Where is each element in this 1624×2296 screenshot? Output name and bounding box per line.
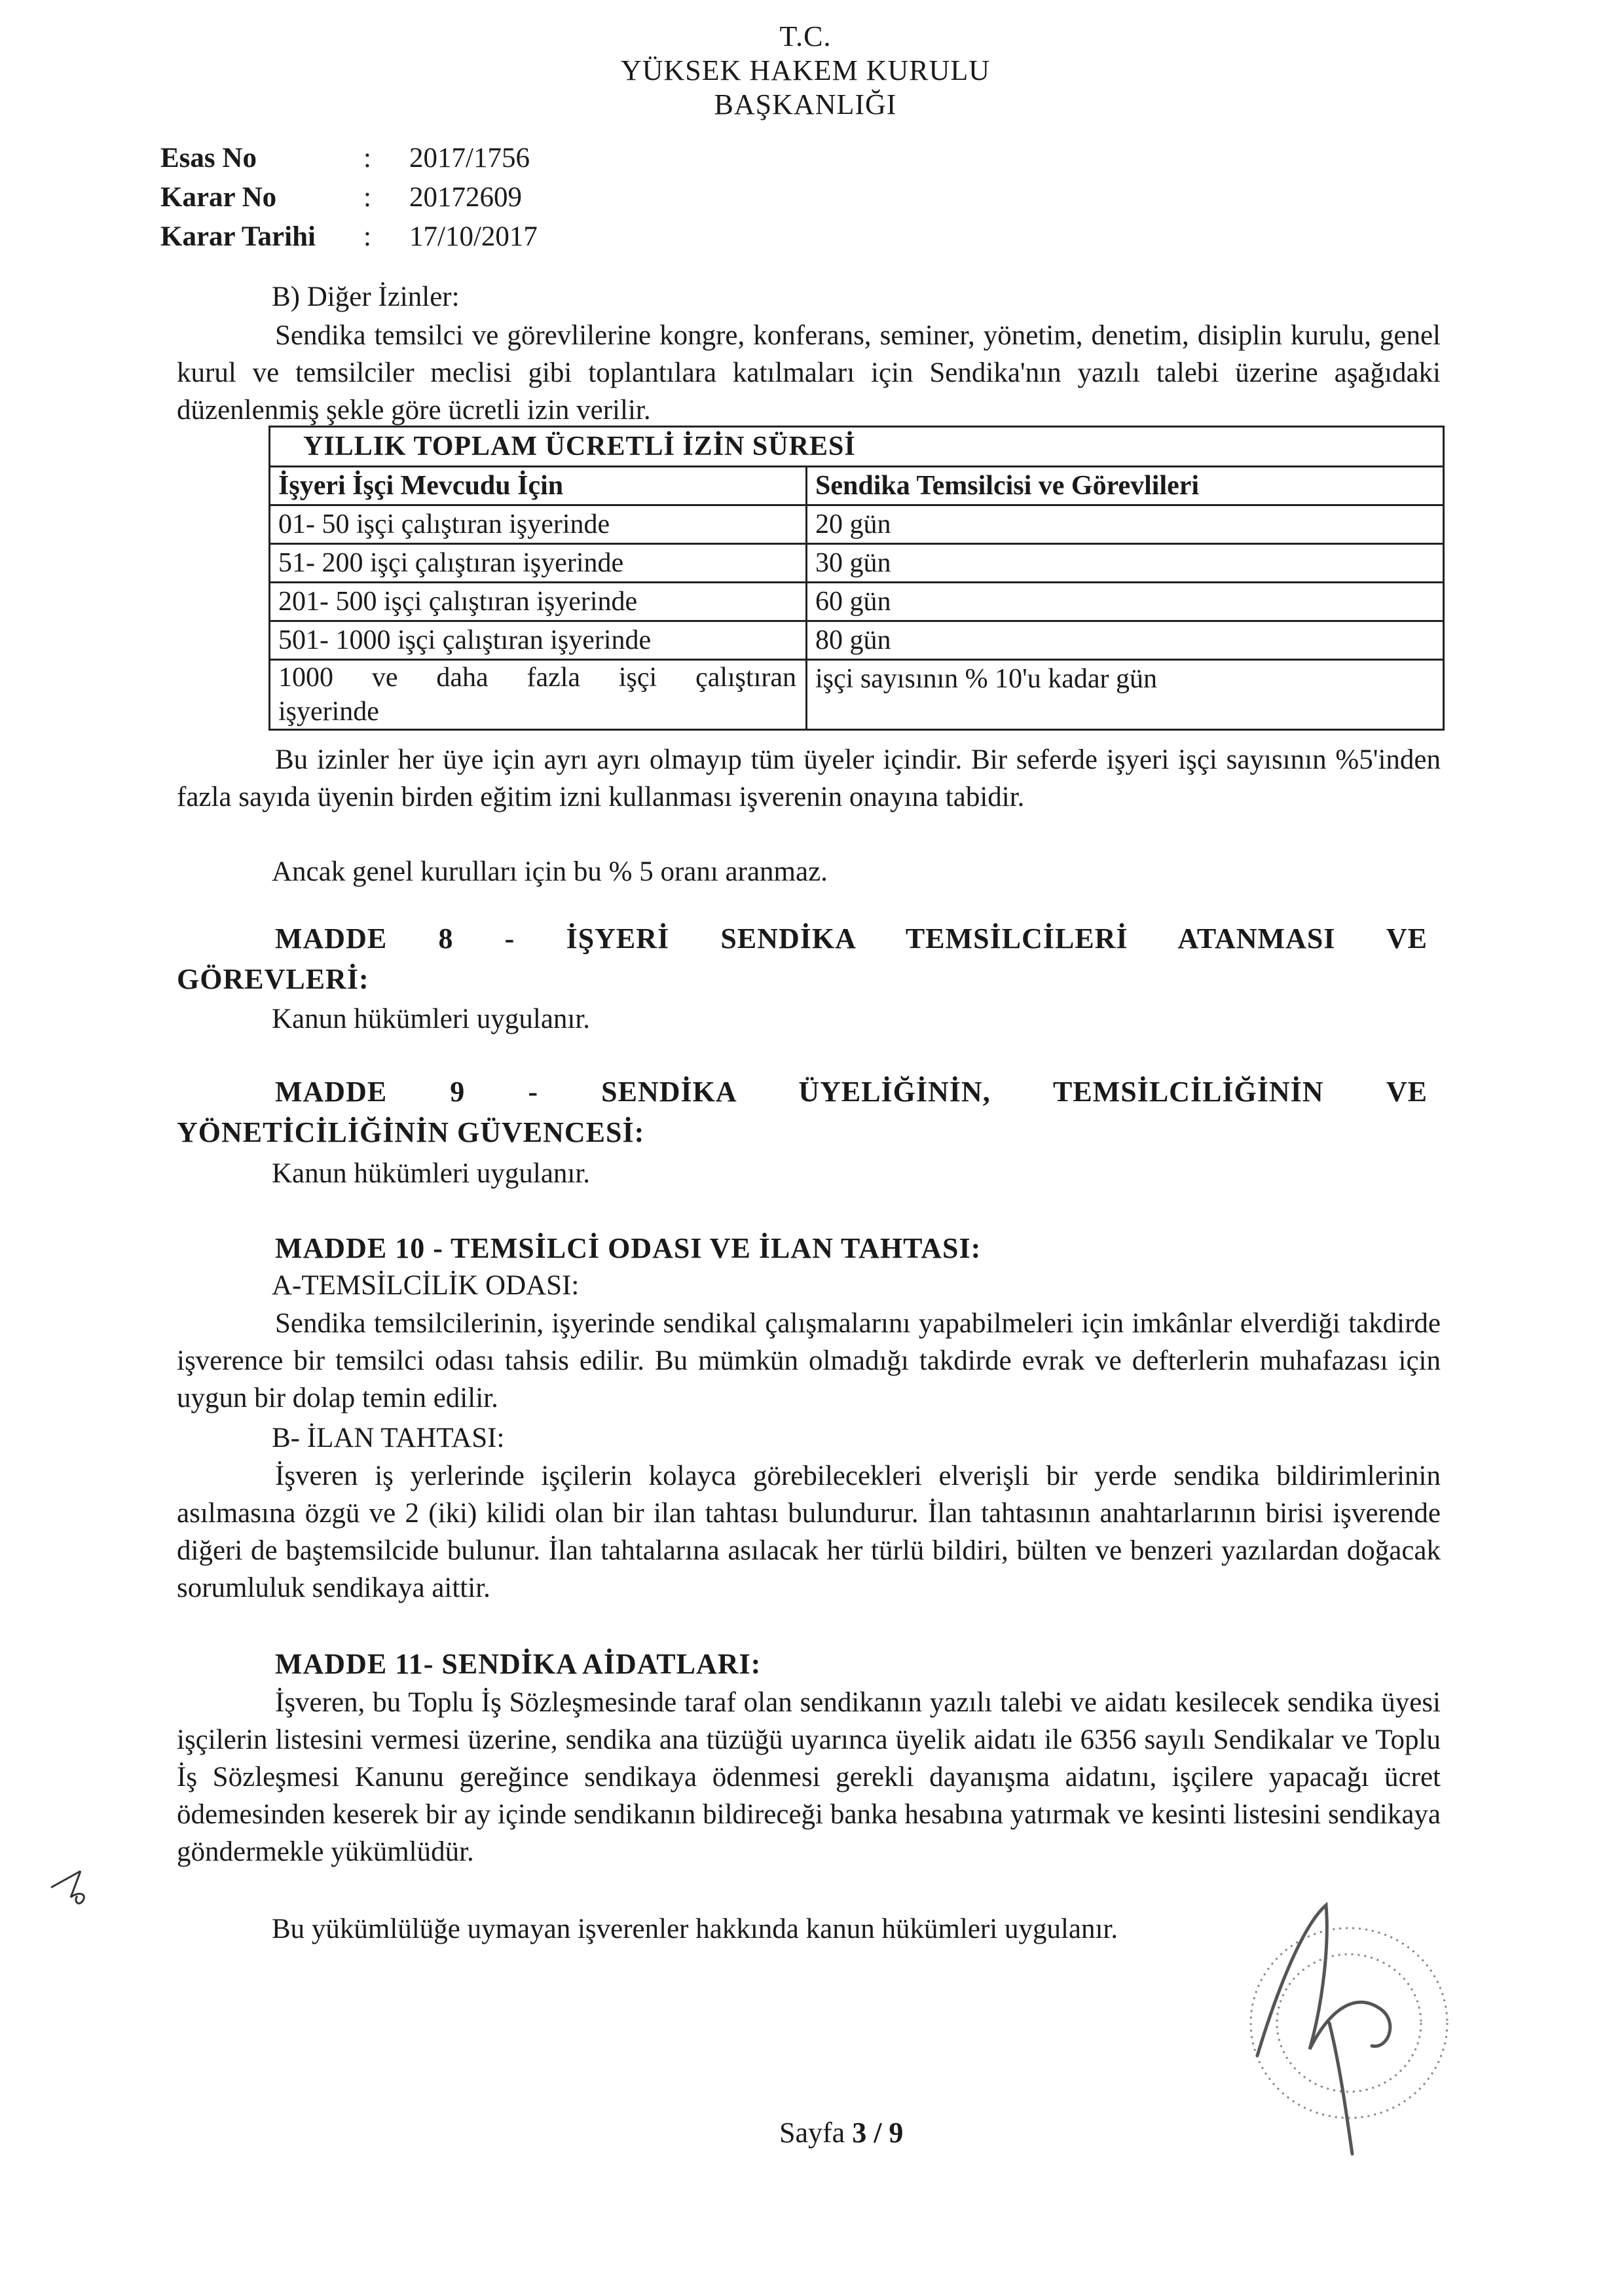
footer-page-number: 3 / 9 bbox=[852, 2117, 904, 2149]
madde-8-title-cont: GÖREVLERİ: bbox=[177, 963, 369, 995]
meta-value: 2017/1756 bbox=[409, 143, 530, 173]
table-row bbox=[270, 583, 1443, 622]
header-presidency: BAŞKANLIĞI bbox=[714, 88, 897, 120]
stamp-circle bbox=[1251, 1928, 1447, 2118]
table-header-cell: İşyeri İşçi Mevcudu İçin bbox=[270, 467, 807, 504]
madde-10-para-b: İşveren iş yerlerinde işçilerin kolayca görebilecekleri elverişli bir yerde sendika bildirimlerinin asılmasına özgü ve 2 (iki) kilidi olan bir ilan tahtası bulundurur. İlan tahtasının anahtarlarının birisi işverende diğeri de baştemsilcide bulunur. İlan tahtalarına asılacak her türlü bildiri, bülten ve benzeri yazılardan doğacak sorumluluk sendikaya aittir. bbox=[177, 1461, 1441, 1603]
footer-prefix: Sayfa bbox=[779, 2117, 845, 2149]
after-table-note: Ancak genel kurulları için bu % 5 oranı aranmaz. bbox=[272, 856, 828, 887]
table-cell: 01- 50 işçi çalıştıran işyerinde bbox=[270, 506, 807, 543]
section-b-heading: B) Diğer İzinler: bbox=[272, 282, 460, 312]
case-metadata bbox=[160, 139, 538, 257]
madde-10-sub-b: B- İLAN TAHTASI: bbox=[272, 1423, 505, 1453]
madde-11-title: MADDE 11- SENDİKA AİDATLARI: bbox=[275, 1648, 762, 1680]
section-b-paragraph: Sendika temsilci ve görevlilerine kongre, konferans, seminer, yönetim, denetim, disiplin kurulu, genel kurul ve temsilciler meclisi gibi toplantılara katılmaları için Sendika'nın yazılı talebi üzerine aşağıdaki düzenlenmiş şekle göre ücretli izin verilir. bbox=[177, 320, 1441, 426]
meta-label: Karar No bbox=[160, 182, 277, 213]
meta-value: 20172609 bbox=[409, 182, 522, 213]
madde-9-title-cont: YÖNETİCİLİĞİNİN GÜVENCESİ: bbox=[177, 1116, 645, 1148]
madde-9-title: MADDE 9 - SENDİKA ÜYELİĞİNİN, TEMSİLCİLİĞİNİN VE bbox=[275, 1076, 1428, 1108]
table-cell: 201- 500 işçi çalıştıran işyerinde bbox=[270, 583, 807, 620]
table-cell: 30 gün bbox=[815, 548, 891, 578]
meta-row-esas: Esas No : 2017/1756 bbox=[160, 139, 538, 178]
madde-11-para-2: Bu yükümlülüğe uymayan işverenler hakkında kanun hükümleri uygulanır. bbox=[272, 1914, 1118, 1944]
madde-8-title: MADDE 8 - İŞYERİ SENDİKA TEMSİLCİLERİ ATANMASI VE bbox=[275, 922, 1428, 955]
madde-10-sub-a: A-TEMSİLCİLİK ODASI: bbox=[272, 1270, 580, 1301]
table-row bbox=[270, 545, 1443, 583]
table-row bbox=[270, 622, 1443, 661]
meta-row-tarih: Karar Tarihi : 17/10/2017 bbox=[160, 217, 538, 257]
table-cell: 20 gün bbox=[815, 509, 891, 539]
table-cell: 501- 1000 işçi çalıştıran işyerinde bbox=[270, 622, 807, 659]
table-cell: 80 gün bbox=[815, 625, 891, 655]
meta-row-karar: Karar No : 20172609 bbox=[160, 178, 538, 217]
table-cell-line: 1000 ve daha fazla işçi çalıştıran bbox=[278, 663, 796, 693]
meta-value: 17/10/2017 bbox=[409, 221, 538, 252]
header-tc: T.C. bbox=[779, 20, 832, 52]
table-row bbox=[270, 661, 1443, 729]
header-institution: YÜKSEK HAKEM KURULU bbox=[620, 54, 991, 86]
table-header-cell: Sendika Temsilcisi ve Görevlileri bbox=[815, 471, 1200, 501]
table-cell-line: işyerinde bbox=[278, 697, 379, 727]
leave-table bbox=[268, 426, 1445, 731]
table-cell: işçi sayısının % 10'u kadar gün bbox=[815, 664, 1157, 694]
madde-9-body: Kanun hükümleri uygulanır. bbox=[272, 1158, 591, 1189]
madde-8-body: Kanun hükümleri uygulanır. bbox=[272, 1004, 591, 1034]
margin-initial-mark bbox=[45, 1858, 97, 1910]
leave-table-title: YILLIK TOPLAM ÜCRETLİ İZİN SÜRESİ bbox=[270, 428, 1443, 467]
document-header bbox=[576, 20, 1035, 122]
madde-10-para-a: Sendika temsilcilerinin, işyerinde sendikal çalışmalarını yapabilmeleri için imkânlar elverdiği takdirde işverence bir temsilci odası tahsis edilir. Bu mümkün olmadığı takdirde evrak ve defterlerin muhafazası için uygun bir dolap temin edilir. bbox=[177, 1308, 1441, 1413]
meta-label: Karar Tarihi bbox=[160, 221, 316, 252]
table-cell bbox=[270, 661, 807, 729]
table-cell: 60 gün bbox=[815, 587, 891, 617]
table-row bbox=[270, 506, 1443, 545]
signature-stroke bbox=[1257, 1905, 1390, 2154]
madde-11-para-1: İşveren, bu Toplu İş Sözleşmesinde taraf olan sendikanın yazılı talebi ve aidatı kesilecek sendika üyesi işçilerin listesini vermesi üzerine, sendika ana tüzüğü uyarınca üyelik aidatı ile 6356 sayılı Sendikalar ve Toplu İş Sözleşmesi Kanunu gereğince sendikaya ödenmesi gerekli dayanışma aidatını, işçilere yapacağı ücret ödemesinden keserek bir ay içinde sendikanın bildireceği banka hesabına yatırmak ve kesinti listesini sendikaya göndermekle yükümlüdür. bbox=[177, 1687, 1441, 1867]
madde-10-title: MADDE 10 - TEMSİLCİ ODASI VE İLAN TAHTASI: bbox=[275, 1232, 982, 1264]
leave-table-header-row bbox=[270, 467, 1443, 506]
meta-label: Esas No bbox=[160, 143, 257, 173]
table-cell: 51- 200 işçi çalıştıran işyerinde bbox=[270, 545, 807, 581]
page-footer bbox=[779, 2116, 903, 2149]
signature-stamp bbox=[1231, 1892, 1467, 2167]
after-table-paragraph: Bu izinler her üye için ayrı ayrı olmayıp tüm üyeler içindir. Bir seferde işyeri işçi sayısının %5'inden fazla sayıda üyenin birden eğitim izni kullanması işverenin onayına tabidir. bbox=[177, 744, 1441, 812]
